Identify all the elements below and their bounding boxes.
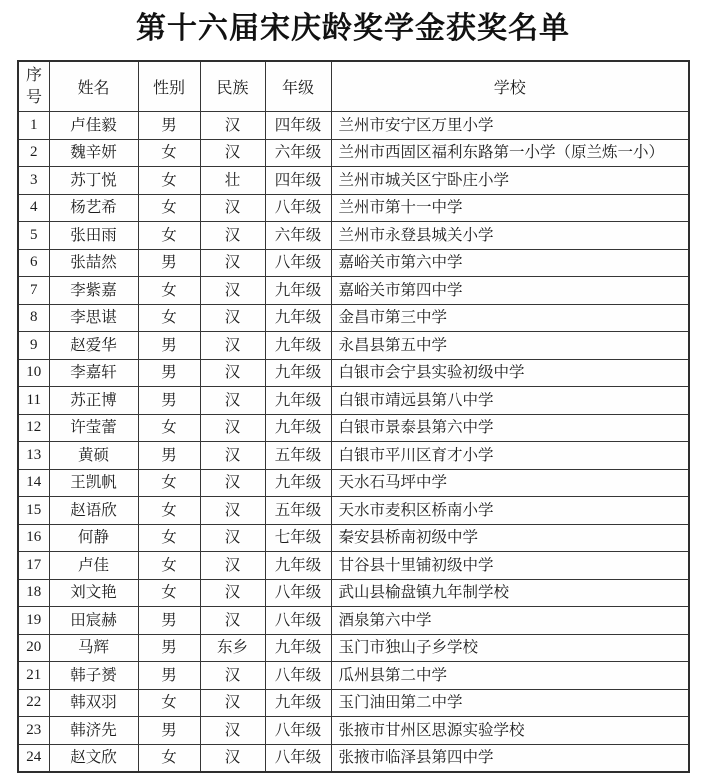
cell-index: 2 <box>18 139 49 167</box>
cell-grade: 四年级 <box>265 112 331 140</box>
cell-school: 白银市平川区育才小学 <box>331 442 689 470</box>
cell-grade: 八年级 <box>265 249 331 277</box>
table-row <box>18 277 689 305</box>
cell-name: 许莹蕾 <box>49 414 138 442</box>
cell-school: 张掖市临泽县第四中学 <box>331 744 689 772</box>
cell-school: 天水石马坪中学 <box>331 469 689 497</box>
header-school: 学校 <box>331 61 689 112</box>
cell-name: 马辉 <box>49 634 138 662</box>
cell-name: 卢佳 <box>49 552 138 580</box>
cell-ethnicity: 汉 <box>200 304 265 332</box>
cell-index: 14 <box>18 469 49 497</box>
cell-ethnicity: 汉 <box>200 524 265 552</box>
cell-gender: 男 <box>138 662 200 690</box>
cell-index: 21 <box>18 662 49 690</box>
cell-ethnicity: 汉 <box>200 607 265 635</box>
cell-name: 王凯帆 <box>49 469 138 497</box>
table-row <box>18 689 689 717</box>
cell-name: 李嘉轩 <box>49 359 138 387</box>
cell-index: 22 <box>18 689 49 717</box>
cell-grade: 六年级 <box>265 139 331 167</box>
cell-grade: 九年级 <box>265 414 331 442</box>
cell-grade: 九年级 <box>265 689 331 717</box>
table-row <box>18 387 689 415</box>
cell-school: 白银市景泰县第六中学 <box>331 414 689 442</box>
cell-index: 19 <box>18 607 49 635</box>
cell-school: 瓜州县第二中学 <box>331 662 689 690</box>
cell-ethnicity: 汉 <box>200 717 265 745</box>
table-row <box>18 332 689 360</box>
cell-grade: 九年级 <box>265 469 331 497</box>
cell-gender: 女 <box>138 579 200 607</box>
cell-name: 杨艺希 <box>49 194 138 222</box>
cell-grade: 五年级 <box>265 497 331 525</box>
cell-ethnicity: 汉 <box>200 689 265 717</box>
cell-gender: 男 <box>138 607 200 635</box>
cell-ethnicity: 汉 <box>200 139 265 167</box>
table-row <box>18 167 689 195</box>
cell-name: 韩子赟 <box>49 662 138 690</box>
cell-gender: 女 <box>138 304 200 332</box>
cell-name: 魏辛妍 <box>49 139 138 167</box>
cell-gender: 男 <box>138 332 200 360</box>
cell-ethnicity: 汉 <box>200 249 265 277</box>
cell-ethnicity: 汉 <box>200 277 265 305</box>
cell-gender: 女 <box>138 277 200 305</box>
cell-gender: 男 <box>138 717 200 745</box>
cell-index: 13 <box>18 442 49 470</box>
cell-school: 金昌市第三中学 <box>331 304 689 332</box>
cell-gender: 女 <box>138 469 200 497</box>
cell-gender: 男 <box>138 359 200 387</box>
cell-gender: 女 <box>138 524 200 552</box>
header-gender: 性别 <box>138 61 200 112</box>
cell-index: 9 <box>18 332 49 360</box>
cell-ethnicity: 汉 <box>200 497 265 525</box>
cell-name: 苏正博 <box>49 387 138 415</box>
cell-school: 酒泉第六中学 <box>331 607 689 635</box>
cell-grade: 八年级 <box>265 194 331 222</box>
table-row <box>18 414 689 442</box>
cell-name: 何静 <box>49 524 138 552</box>
cell-index: 7 <box>18 277 49 305</box>
table-row <box>18 139 689 167</box>
table-row <box>18 249 689 277</box>
table-row <box>18 717 689 745</box>
cell-index: 23 <box>18 717 49 745</box>
cell-name: 刘文艳 <box>49 579 138 607</box>
page-title: 第十六届宋庆龄奖学金获奖名单 <box>136 12 570 45</box>
cell-index: 24 <box>18 744 49 772</box>
header-name: 姓名 <box>49 61 138 112</box>
cell-school: 兰州市西固区福利东路第一小学（原兰炼一小） <box>331 139 689 167</box>
cell-grade: 八年级 <box>265 607 331 635</box>
cell-gender: 女 <box>138 222 200 250</box>
cell-grade: 八年级 <box>265 717 331 745</box>
cell-ethnicity: 汉 <box>200 112 265 140</box>
table-row <box>18 579 689 607</box>
cell-school: 天水市麦积区桥南小学 <box>331 497 689 525</box>
cell-index: 15 <box>18 497 49 525</box>
cell-index: 8 <box>18 304 49 332</box>
cell-ethnicity: 壮 <box>200 167 265 195</box>
scholarship-award-table <box>17 60 690 773</box>
cell-index: 1 <box>18 112 49 140</box>
cell-gender: 女 <box>138 414 200 442</box>
table-row <box>18 222 689 250</box>
cell-index: 12 <box>18 414 49 442</box>
cell-gender: 女 <box>138 167 200 195</box>
table-row <box>18 359 689 387</box>
table-body <box>18 112 689 773</box>
cell-school: 兰州市安宁区万里小学 <box>331 112 689 140</box>
cell-name: 张田雨 <box>49 222 138 250</box>
cell-ethnicity: 汉 <box>200 359 265 387</box>
cell-grade: 六年级 <box>265 222 331 250</box>
cell-name: 赵语欣 <box>49 497 138 525</box>
cell-index: 4 <box>18 194 49 222</box>
cell-index: 17 <box>18 552 49 580</box>
header-index: 序号 <box>18 61 49 112</box>
cell-grade: 八年级 <box>265 744 331 772</box>
cell-gender: 男 <box>138 442 200 470</box>
cell-ethnicity: 汉 <box>200 442 265 470</box>
cell-school: 玉门市独山子乡学校 <box>331 634 689 662</box>
header-grade: 年级 <box>265 61 331 112</box>
table-row <box>18 552 689 580</box>
table-row <box>18 304 689 332</box>
cell-gender: 男 <box>138 112 200 140</box>
cell-school: 白银市靖远县第八中学 <box>331 387 689 415</box>
table-row <box>18 607 689 635</box>
cell-name: 韩双羽 <box>49 689 138 717</box>
cell-name: 李紫嘉 <box>49 277 138 305</box>
cell-gender: 女 <box>138 552 200 580</box>
table-row <box>18 524 689 552</box>
cell-ethnicity: 汉 <box>200 552 265 580</box>
table-row <box>18 194 689 222</box>
cell-gender: 女 <box>138 497 200 525</box>
cell-name: 李思谌 <box>49 304 138 332</box>
cell-index: 20 <box>18 634 49 662</box>
cell-name: 赵文欣 <box>49 744 138 772</box>
cell-index: 5 <box>18 222 49 250</box>
cell-ethnicity: 汉 <box>200 387 265 415</box>
cell-gender: 女 <box>138 689 200 717</box>
cell-grade: 九年级 <box>265 552 331 580</box>
table-row <box>18 744 689 772</box>
table-row <box>18 634 689 662</box>
cell-grade: 四年级 <box>265 167 331 195</box>
cell-ethnicity: 汉 <box>200 222 265 250</box>
cell-school: 兰州市永登县城关小学 <box>331 222 689 250</box>
cell-ethnicity: 汉 <box>200 414 265 442</box>
cell-index: 11 <box>18 387 49 415</box>
cell-grade: 九年级 <box>265 359 331 387</box>
cell-school: 兰州市城关区宁卧庄小学 <box>331 167 689 195</box>
cell-ethnicity: 汉 <box>200 579 265 607</box>
cell-name: 苏丁悦 <box>49 167 138 195</box>
table-row <box>18 662 689 690</box>
table-header-row <box>18 61 689 112</box>
cell-grade: 五年级 <box>265 442 331 470</box>
cell-ethnicity: 汉 <box>200 194 265 222</box>
cell-grade: 九年级 <box>265 634 331 662</box>
cell-index: 18 <box>18 579 49 607</box>
cell-grade: 九年级 <box>265 387 331 415</box>
cell-index: 10 <box>18 359 49 387</box>
cell-school: 白银市会宁县实验初级中学 <box>331 359 689 387</box>
cell-grade: 八年级 <box>265 662 331 690</box>
table-row <box>18 497 689 525</box>
cell-name: 黄硕 <box>49 442 138 470</box>
cell-ethnicity: 汉 <box>200 332 265 360</box>
table-row <box>18 442 689 470</box>
header-ethnicity: 民族 <box>200 61 265 112</box>
cell-school: 嘉峪关市第四中学 <box>331 277 689 305</box>
cell-index: 16 <box>18 524 49 552</box>
cell-grade: 八年级 <box>265 579 331 607</box>
cell-school: 甘谷县十里铺初级中学 <box>331 552 689 580</box>
cell-index: 6 <box>18 249 49 277</box>
cell-gender: 女 <box>138 194 200 222</box>
cell-grade: 九年级 <box>265 304 331 332</box>
cell-name: 卢佳毅 <box>49 112 138 140</box>
cell-index: 3 <box>18 167 49 195</box>
cell-grade: 七年级 <box>265 524 331 552</box>
cell-ethnicity: 东乡 <box>200 634 265 662</box>
cell-school: 兰州市第十一中学 <box>331 194 689 222</box>
cell-school: 永昌县第五中学 <box>331 332 689 360</box>
cell-name: 赵爱华 <box>49 332 138 360</box>
cell-ethnicity: 汉 <box>200 744 265 772</box>
cell-school: 嘉峪关市第六中学 <box>331 249 689 277</box>
cell-gender: 男 <box>138 249 200 277</box>
cell-ethnicity: 汉 <box>200 469 265 497</box>
cell-name: 田宸赫 <box>49 607 138 635</box>
cell-school: 秦安县桥南初级中学 <box>331 524 689 552</box>
cell-name: 韩济先 <box>49 717 138 745</box>
cell-ethnicity: 汉 <box>200 662 265 690</box>
cell-name: 张喆然 <box>49 249 138 277</box>
cell-gender: 女 <box>138 744 200 772</box>
cell-school: 张掖市甘州区思源实验学校 <box>331 717 689 745</box>
cell-gender: 女 <box>138 139 200 167</box>
cell-gender: 男 <box>138 387 200 415</box>
table-row <box>18 469 689 497</box>
cell-grade: 九年级 <box>265 332 331 360</box>
cell-grade: 九年级 <box>265 277 331 305</box>
cell-gender: 男 <box>138 634 200 662</box>
cell-school: 玉门油田第二中学 <box>331 689 689 717</box>
table-row <box>18 112 689 140</box>
cell-school: 武山县榆盘镇九年制学校 <box>331 579 689 607</box>
